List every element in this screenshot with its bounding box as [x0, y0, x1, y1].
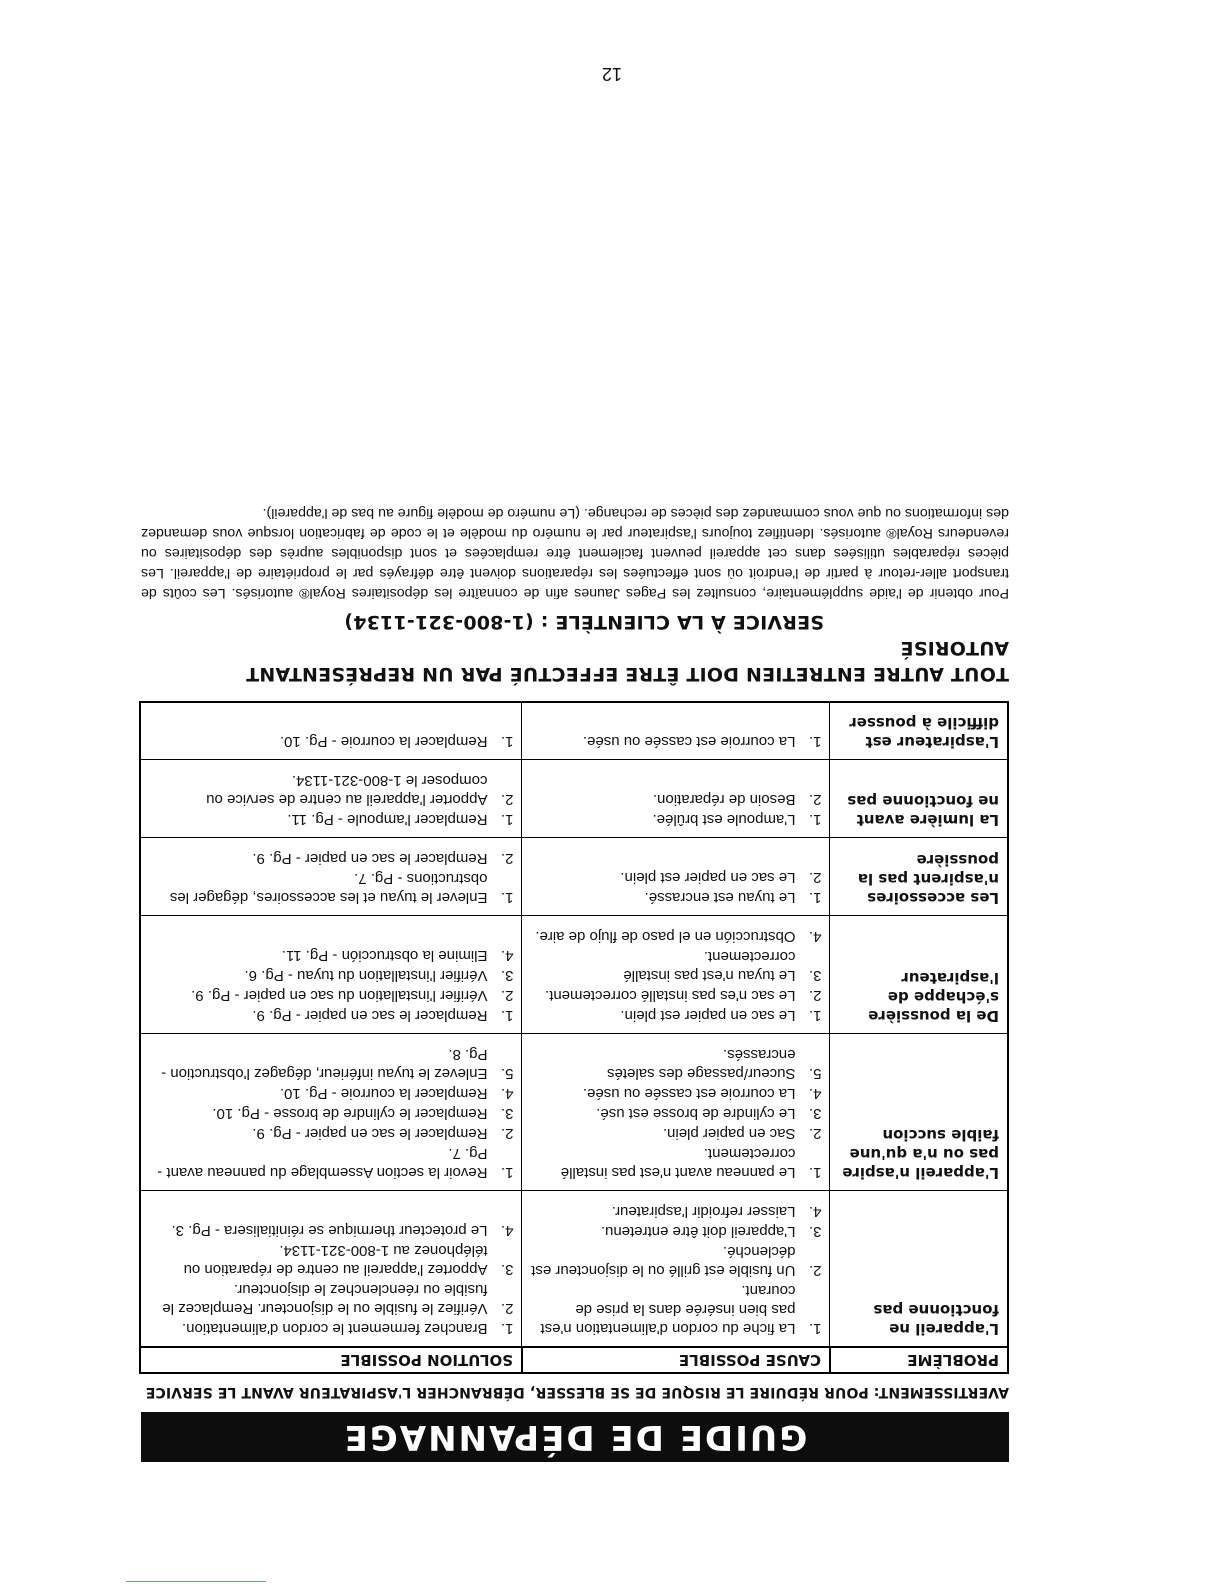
- item-text: Le tuyau n'est pas installé correctement.: [623, 948, 796, 984]
- solution-cell: [140, 916, 522, 1034]
- item-text: La courroie est cassée ou usée.: [582, 733, 796, 750]
- item-text: L'ampoule est brûlée.: [652, 811, 796, 828]
- item-text: Le tuyau est encrassé.: [644, 889, 796, 906]
- item-text: Un fusible est grillé ou le disjoncteur est déclenché.: [531, 1243, 796, 1279]
- cause-item: [531, 1084, 822, 1103]
- cause-item: [531, 888, 822, 907]
- solution-item: [149, 1241, 514, 1279]
- item-text: La courroie est cassée ou usée.: [582, 1085, 796, 1102]
- item-number: 3.: [500, 967, 514, 984]
- item-number: 4.: [808, 1203, 822, 1220]
- table-row: [140, 916, 1008, 1034]
- table-header-row: [140, 1347, 1008, 1373]
- page-number: 12: [601, 64, 623, 84]
- item-number: 2.: [808, 1262, 822, 1279]
- item-text: Le cylindre de brosse est usé.: [596, 1105, 796, 1122]
- item-number: 4.: [808, 928, 822, 945]
- item-text: Remplacer le sac en papier - Pg. 9.: [252, 850, 488, 867]
- cause-list: [531, 1045, 822, 1182]
- item-number: 3.: [808, 1223, 822, 1240]
- item-number: 1.: [500, 1164, 514, 1181]
- cause-cell: [522, 702, 830, 760]
- item-number: 4.: [500, 1085, 514, 1102]
- troubleshooting-content: [141, 503, 1009, 1462]
- item-number: 3.: [808, 967, 822, 984]
- service-heading: [141, 609, 1009, 687]
- item-number: 1.: [500, 889, 514, 906]
- solution-item: [149, 810, 514, 829]
- item-number: 1.: [808, 1320, 822, 1337]
- item-text: Vérifier l'installation du sac en papier - Pg. 9.: [191, 987, 488, 1004]
- item-text: Remplacer le sac en papier - Pg. 9.: [252, 1125, 488, 1142]
- item-text: Laisser refroidir l'aspirateur.: [611, 1203, 796, 1220]
- problem-cell: Les accessoires n'aspirent pas la poussière: [830, 838, 1008, 916]
- solution-item: [149, 1006, 514, 1025]
- item-text: Le sac en papier est plein.: [620, 869, 796, 886]
- cause-item: [531, 732, 822, 751]
- item-number: 1.: [500, 1007, 514, 1024]
- item-text: L'appareil doit être entretenu.: [600, 1223, 796, 1240]
- solution-list: [149, 1221, 514, 1338]
- item-number: 3.: [808, 1105, 822, 1122]
- table-body: [140, 702, 1008, 1347]
- cause-cell: [522, 916, 830, 1034]
- item-text: Remplacer la courroie - Pg. 10.: [279, 1085, 488, 1102]
- problem-cell: De la poussière s'échappe de l'aspirateur: [830, 916, 1008, 1034]
- item-text: Le panneau avant n'est pas installé correctement.: [560, 1145, 796, 1181]
- cause-list: [531, 927, 822, 1025]
- solution-item: [149, 946, 514, 965]
- solution-cell: [140, 1191, 522, 1348]
- item-number: 1.: [808, 811, 822, 828]
- header-solution: SOLUTION POSSIBLE: [140, 1347, 522, 1373]
- solution-item: [149, 1104, 514, 1123]
- solution-item: [149, 1319, 514, 1338]
- table-row: [140, 1191, 1008, 1348]
- solution-cell: [140, 1034, 522, 1191]
- cause-item: [531, 1006, 822, 1025]
- item-number: 2.: [500, 850, 514, 867]
- cause-cell: [522, 838, 830, 916]
- item-text: Le protecteur thermique se réinitialisera - Pg. 3.: [171, 1222, 488, 1239]
- solution-item: [149, 1221, 514, 1240]
- solution-item: [149, 732, 514, 751]
- item-number: 3.: [500, 1261, 514, 1278]
- service-heading-line1: TOUT AUTRE ENTRETIEN DOIT ÊTRE EFFECTUÉ PAR UN REPRÉSENTANT AUTORISÉ: [245, 637, 1009, 685]
- item-text: Branchez fermement le cordon d'alimentation.: [181, 1320, 488, 1337]
- problem-cell: L'aspirateur est difficile à pousser: [830, 702, 1008, 760]
- cause-cell: [522, 760, 830, 838]
- item-text: Le sac n'es pas installé correctement.: [545, 987, 796, 1004]
- header-cause: CAUSE POSSIBLE: [522, 1347, 830, 1373]
- solution-item: [149, 771, 514, 809]
- item-text: Apporter l'appareil au centre de service ou composer le 1-800-321-1134.: [206, 772, 488, 808]
- item-number: 1.: [808, 889, 822, 906]
- solution-cell: [140, 760, 522, 838]
- solution-cell: [140, 838, 522, 916]
- item-number: 3.: [500, 1105, 514, 1122]
- table-row: [140, 760, 1008, 838]
- item-number: 2.: [500, 987, 514, 1004]
- item-text: Remplacer la courroie - Pg. 10.: [279, 733, 488, 750]
- item-number: 1.: [500, 733, 514, 750]
- cause-list: [531, 1202, 822, 1338]
- item-number: 1.: [808, 1007, 822, 1024]
- scan-edge-rule: [126, 1581, 266, 1582]
- item-text: Apportez l'appareil au centre de réparation ou téléphonez au 1-800-321-1134.: [183, 1242, 488, 1278]
- item-number: 4.: [500, 1222, 514, 1239]
- item-number: 2.: [808, 869, 822, 886]
- solution-list: [149, 1045, 514, 1182]
- item-number: 1.: [500, 1320, 514, 1337]
- cause-list: [531, 732, 822, 751]
- item-number: 2.: [500, 1300, 514, 1317]
- item-number: 2.: [500, 791, 514, 808]
- item-text: Suceur/passage des saletés encrassés.: [607, 1046, 796, 1082]
- item-number: 2.: [808, 791, 822, 808]
- solution-item: [149, 1084, 514, 1103]
- cause-item: [531, 927, 822, 946]
- cause-item: [531, 1104, 822, 1123]
- cause-item: [531, 790, 822, 809]
- item-text: Besoin de réparation.: [652, 791, 796, 808]
- item-text: Enlevez le tuyau inférieur, dégagez l'obstruction - Pg. 8.: [161, 1046, 488, 1082]
- item-number: 2.: [808, 987, 822, 1004]
- cause-cell: [522, 1034, 830, 1191]
- item-text: Le sac en papier est plein.: [620, 1007, 796, 1024]
- item-text: La fiche du cordon d'alimentation n'est pas bien insérée dans la prise de courant.: [540, 1282, 796, 1337]
- item-number: 5.: [808, 1065, 822, 1082]
- item-text: Remplacer l'ampoule - Pg. 11.: [287, 811, 488, 828]
- solution-item: [149, 1144, 514, 1182]
- cause-cell: [522, 1191, 830, 1348]
- item-number: 4.: [500, 947, 514, 964]
- cause-item: [531, 810, 822, 829]
- item-text: Sac en papier plein.: [662, 1125, 796, 1142]
- solution-list: [149, 946, 514, 1025]
- solution-item: [149, 986, 514, 1005]
- problem-cell: L'appareil n'aspire pas ou n'a qu'une faible succion: [830, 1034, 1008, 1191]
- troubleshooting-table: [139, 701, 1009, 1374]
- page-title: GUIDE DE DÉPANNAGE: [141, 1412, 1009, 1462]
- solution-list: [149, 849, 514, 907]
- item-text: Remplacer le sac en papier - Pg. 9.: [252, 1007, 488, 1024]
- item-number: 2.: [808, 1125, 822, 1142]
- solution-item: [149, 1045, 514, 1083]
- solution-item: [149, 869, 514, 907]
- item-text: Revoir la section Assemblage du panneau avant - Pg. 7.: [157, 1145, 488, 1181]
- table-row: [140, 702, 1008, 760]
- item-text: Vérifier l'installation du tuyau - Pg. 6.: [244, 967, 488, 984]
- table-row: [140, 1034, 1008, 1191]
- problem-cell: L'appareil ne fonctionne pas: [830, 1191, 1008, 1348]
- item-number: 1.: [808, 733, 822, 750]
- solution-item: [149, 1280, 514, 1318]
- item-number: 1.: [808, 1164, 822, 1181]
- cause-list: [531, 868, 822, 907]
- service-paragraph: Pour obtenir de l'aide supplémentaire, consultez les Pages Jaunes afin de connaître les dépositaires Royal® autorisés. Les coûts de transport aller-retour à partir de l'endroit où sont effectuées les réparations doivent être défrayés par le propriétaire de l'appareil. Les pièces réparables utilisées dans cet appareil peuvent facilement être remplacées et sont disponibles auprès des dépositaires ou revendeurs Royal® autorisés. Identifiez toujours l'aspirateur par le numéro du modèle et le code de fabrication lorsque vous demandez des informations ou que vous commandez des pièces de rechange. (Le numéro de modèle figure au bas de l'appareil).: [141, 505, 1009, 601]
- item-text: Elimine la obstrucción - Pg. 11.: [281, 947, 488, 964]
- cause-item: [531, 1222, 822, 1241]
- problem-cell: La lumière avant ne fonctionne pas: [830, 760, 1008, 838]
- cause-item: [531, 1281, 822, 1338]
- cause-item: [531, 986, 822, 1005]
- solution-item: [149, 966, 514, 985]
- safety-warning: AVERTISSEMENT: POUR RÉDUIRE LE RISQUE DE SE BLESSER, DÉBRANCHER L'ASPIRATEUR AVANT LE SERVICE: [145, 1384, 1009, 1400]
- solution-list: [149, 732, 514, 751]
- item-number: 5.: [500, 1065, 514, 1082]
- cause-item: [531, 1242, 822, 1280]
- cause-item: [531, 1202, 822, 1221]
- solution-cell: [140, 702, 522, 760]
- cause-item: [531, 947, 822, 985]
- cause-item: [531, 1045, 822, 1083]
- item-number: 4.: [808, 1085, 822, 1102]
- solution-item: [149, 849, 514, 868]
- item-number: 2.: [500, 1125, 514, 1142]
- service-heading-line2: SERVICE À LA CLIENTÈLE : (1-800-321-1134): [344, 611, 824, 633]
- item-text: Enlever le tuyau et les accessoires, dégager les obstructions - Pg. 7.: [169, 870, 488, 906]
- item-text: Remplacer le cylindre de brosse - Pg. 10.: [212, 1105, 488, 1122]
- table-row: [140, 838, 1008, 916]
- item-text: Vérifiez le fusible ou le disjoncteur. Remplacez le fusible ou réenclenchez le disjoncteur.: [162, 1281, 488, 1317]
- cause-list: [531, 790, 822, 829]
- header-problem: PROBLÈME: [830, 1347, 1008, 1373]
- solution-list: [149, 771, 514, 829]
- item-text: Obstrucción en el paso de flujo de aire.: [535, 928, 796, 945]
- cause-item: [531, 1144, 822, 1182]
- solution-item: [149, 1124, 514, 1143]
- cause-item: [531, 868, 822, 887]
- item-number: 1.: [500, 811, 514, 828]
- cause-item: [531, 1124, 822, 1143]
